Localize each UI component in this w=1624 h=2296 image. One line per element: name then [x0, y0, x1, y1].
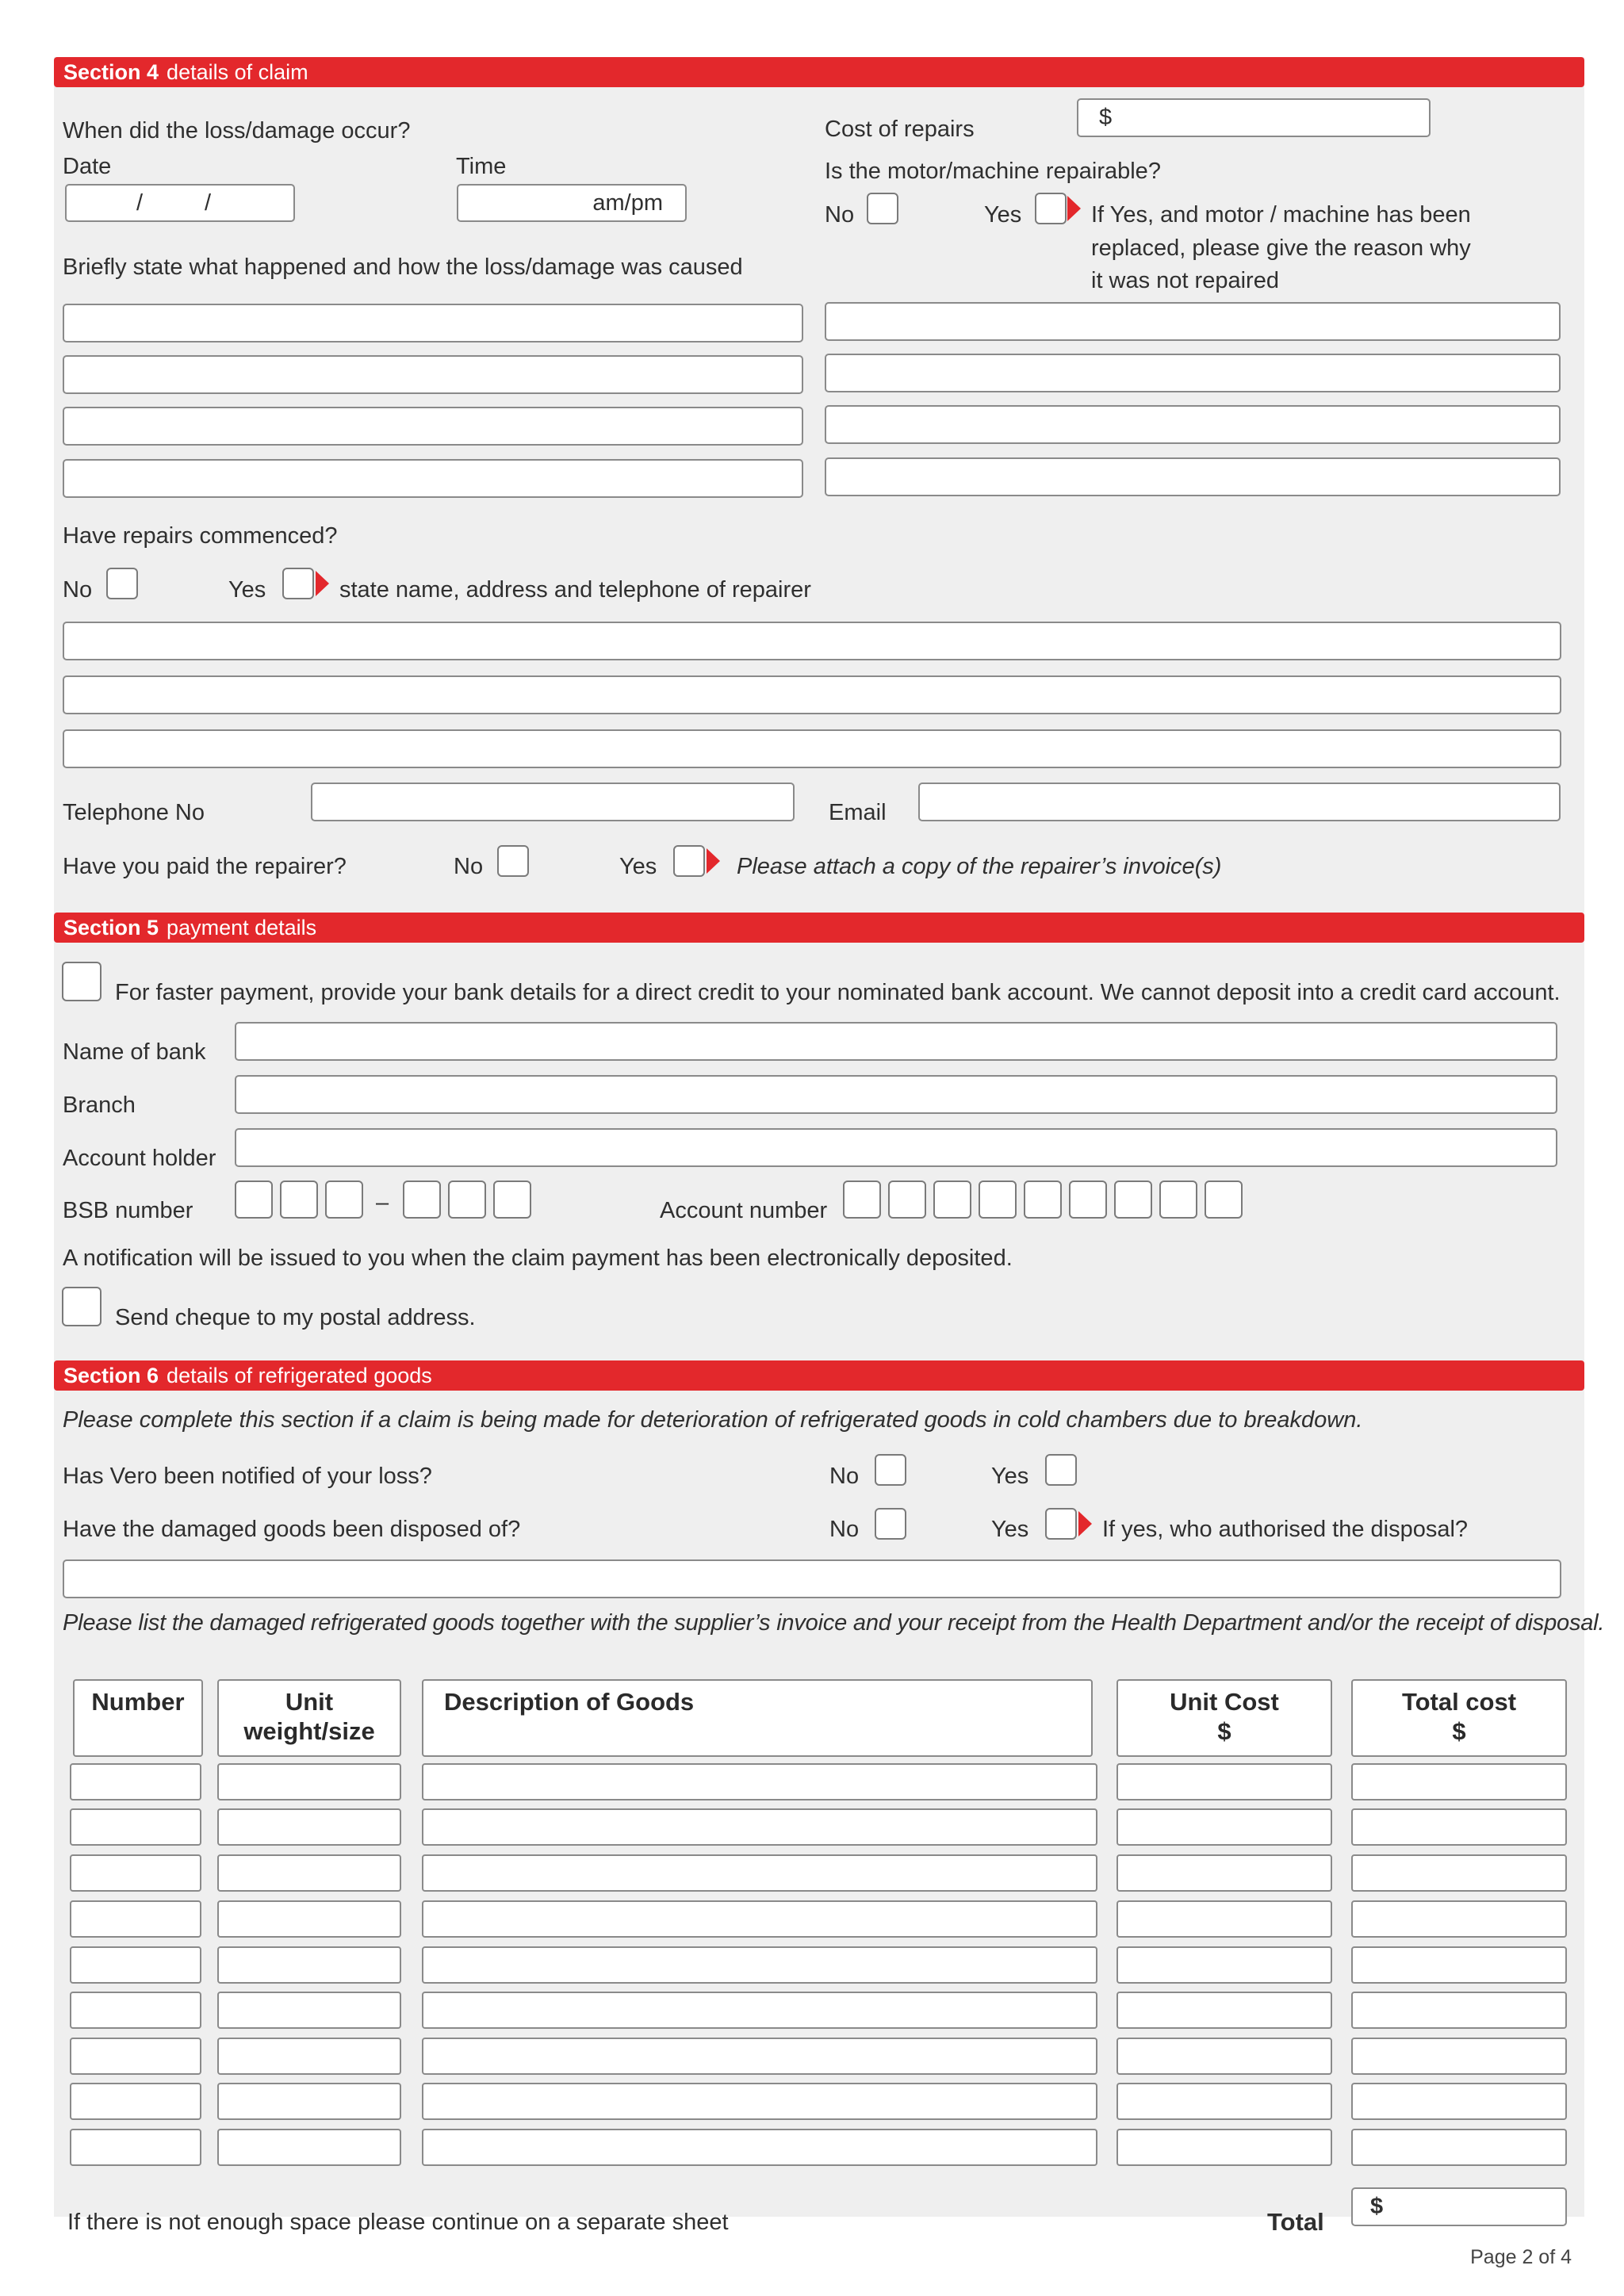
description-line-2[interactable] [63, 355, 803, 394]
notified-yes-checkbox[interactable] [1045, 1454, 1077, 1486]
reason-line-2[interactable] [825, 354, 1561, 392]
repairable-no-checkbox[interactable] [867, 193, 898, 224]
row-5-unit-cost[interactable] [1116, 1946, 1332, 1984]
repairs-yes-checkbox[interactable] [282, 568, 314, 599]
total-label: Total [1267, 2208, 1324, 2236]
invoice-note: Please attach a copy of the repairer’s invoice(s) [737, 854, 1222, 879]
row-3-total-cost[interactable] [1351, 1854, 1567, 1892]
email-label: Email [829, 800, 887, 825]
reason-line-1[interactable] [825, 302, 1561, 341]
bsb-digit-5[interactable] [448, 1181, 486, 1219]
notified-no-label: No [829, 1464, 860, 1489]
row-4-description[interactable] [422, 1900, 1097, 1938]
row-6-description[interactable] [422, 1992, 1097, 2029]
header-total-cost-line-2: $ [1452, 1717, 1466, 1745]
row-5-total-cost[interactable] [1351, 1946, 1567, 1984]
row-7-total-cost[interactable] [1351, 2038, 1567, 2075]
date-label: Date [63, 154, 112, 179]
section-4-title: details of claim [167, 60, 308, 84]
row-4-unit-cost[interactable] [1116, 1900, 1332, 1938]
row-4-unit[interactable] [217, 1900, 401, 1938]
repairable-question: Is the motor/machine repairable? [825, 159, 1161, 184]
row-7-number[interactable] [70, 2038, 201, 2075]
disposed-arrow-icon [1078, 1511, 1092, 1536]
row-7-unit[interactable] [217, 2038, 401, 2075]
row-6-unit-cost[interactable] [1116, 1992, 1332, 2029]
account-digit-6[interactable] [1069, 1181, 1107, 1219]
disposed-question: Have the damaged goods been disposed of? [63, 1517, 521, 1542]
repairs-yes-label: Yes [228, 577, 266, 603]
time-label: Time [456, 154, 507, 179]
row-2-number[interactable] [70, 1808, 201, 1846]
header-number-text: Number [91, 1688, 185, 1716]
row-6-unit[interactable] [217, 1992, 401, 2029]
replaced-note-3: it was not repaired [1091, 268, 1279, 293]
holder-input[interactable] [235, 1128, 1557, 1167]
row-3-number[interactable] [70, 1854, 201, 1892]
bsb-digit-1[interactable] [235, 1181, 273, 1219]
row-7-unit-cost[interactable] [1116, 2038, 1332, 2075]
section-5-header [54, 913, 1584, 943]
date-separator-1: / [136, 190, 144, 216]
header-description-text: Description of Goods [444, 1688, 695, 1716]
row-9-number[interactable] [70, 2129, 201, 2166]
date-separator-2: / [205, 190, 212, 216]
replaced-note-2: replaced, please give the reason why [1091, 235, 1471, 261]
repairer-line-1[interactable] [63, 622, 1561, 660]
description-line-4[interactable] [63, 459, 803, 498]
row-5-unit[interactable] [217, 1946, 401, 1984]
disposed-yes-checkbox[interactable] [1045, 1508, 1077, 1540]
repairs-question: Have repairs commenced? [63, 523, 338, 549]
authorised-question: If yes, who authorised the disposal? [1102, 1517, 1469, 1542]
account-digit-7[interactable] [1114, 1181, 1152, 1219]
header-unit-cost-line-1: Unit Cost [1170, 1688, 1279, 1716]
refrigerated-intro: Please complete this section if a claim is being made for deterioration of refrigerated goods in cold chambers due to breakdown. [63, 1407, 1363, 1433]
telephone-label: Telephone No [63, 800, 205, 825]
row-1-total-cost[interactable] [1351, 1763, 1567, 1800]
account-label: Account number [660, 1198, 828, 1223]
cheque-text: Send cheque to my postal address. [115, 1305, 476, 1330]
repairer-line-3[interactable] [63, 729, 1561, 768]
notification-text: A notification will be issued to you when the claim payment has been electronically deposited. [63, 1246, 1013, 1271]
paid-no-checkbox[interactable] [497, 845, 529, 877]
row-9-total-cost[interactable] [1351, 2129, 1567, 2166]
header-number [73, 1679, 203, 1757]
repairer-line-2[interactable] [63, 675, 1561, 714]
row-1-number[interactable] [70, 1763, 201, 1800]
row-3-unit[interactable] [217, 1854, 401, 1892]
row-9-description[interactable] [422, 2129, 1097, 2166]
paid-yes-checkbox[interactable] [673, 845, 705, 877]
branch-input[interactable] [235, 1075, 1557, 1114]
reason-line-4[interactable] [825, 457, 1561, 496]
account-digit-9[interactable] [1205, 1181, 1243, 1219]
row-3-unit-cost[interactable] [1116, 1854, 1332, 1892]
faster-payment-text: For faster payment, provide your bank details for a direct credit to your nominated bank account. We cannot deposit into a credit card account. [115, 980, 1561, 1005]
row-4-number[interactable] [70, 1900, 201, 1938]
holder-label: Account holder [63, 1146, 216, 1171]
notified-no-checkbox[interactable] [875, 1454, 906, 1486]
row-2-unit-cost[interactable] [1116, 1808, 1332, 1846]
paid-no-label: No [454, 854, 484, 879]
time-input[interactable] [457, 184, 687, 222]
page-number: Page 2 of 4 [1470, 2246, 1572, 2268]
row-4-total-cost[interactable] [1351, 1900, 1567, 1938]
bank-label: Name of bank [63, 1039, 206, 1065]
paid-yes-label: Yes [619, 854, 657, 879]
reason-line-3[interactable] [825, 405, 1561, 444]
bsb-digit-4[interactable] [403, 1181, 441, 1219]
space-note: If there is not enough space please continue on a separate sheet [67, 2210, 729, 2235]
account-digit-8[interactable] [1159, 1181, 1197, 1219]
header-unit-line-1: Unit [285, 1688, 334, 1716]
paid-arrow-icon [707, 848, 720, 874]
notified-yes-label: Yes [991, 1464, 1029, 1489]
time-suffix: am/pm [592, 190, 663, 216]
row-8-description[interactable] [422, 2083, 1097, 2120]
section-6-header [54, 1360, 1584, 1391]
account-digit-1[interactable] [843, 1181, 881, 1219]
section-6-title: details of refrigerated goods [167, 1364, 432, 1387]
paid-question: Have you paid the repairer? [63, 854, 347, 879]
bsb-label: BSB number [63, 1198, 193, 1223]
account-digit-4[interactable] [979, 1181, 1017, 1219]
total-currency: $ [1370, 2194, 1384, 2219]
account-digit-5[interactable] [1024, 1181, 1062, 1219]
repairable-yes-label: Yes [984, 202, 1022, 228]
row-1-unit[interactable] [217, 1763, 401, 1800]
section-5-number: Section 5 [63, 916, 159, 939]
section-4-header [54, 57, 1584, 87]
bsb-dash: – [376, 1190, 389, 1215]
bsb-digit-6[interactable] [493, 1181, 531, 1219]
authorised-input[interactable] [63, 1559, 1561, 1598]
repairable-yes-checkbox[interactable] [1035, 193, 1067, 224]
header-unit [217, 1679, 401, 1757]
row-8-unit[interactable] [217, 2083, 401, 2120]
repairs-arrow-icon [316, 571, 329, 596]
section-5-title: payment details [167, 916, 317, 939]
description-line-3[interactable] [63, 407, 803, 446]
date-input[interactable] [65, 184, 295, 222]
header-unit-cost [1116, 1679, 1332, 1757]
replaced-note-1: If Yes, and motor / machine has been [1091, 202, 1471, 228]
row-1-description[interactable] [422, 1763, 1097, 1800]
row-9-unit[interactable] [217, 2129, 401, 2166]
row-5-description[interactable] [422, 1946, 1097, 1984]
notified-question: Has Vero been notified of your loss? [63, 1464, 432, 1489]
row-7-description[interactable] [422, 2038, 1097, 2075]
bank-input[interactable] [235, 1022, 1557, 1061]
description-line-1[interactable] [63, 304, 803, 342]
bsb-digit-3[interactable] [325, 1181, 363, 1219]
cheque-checkbox[interactable] [62, 1287, 102, 1326]
repairer-note: state name, address and telephone of repairer [339, 577, 811, 603]
section-4-number: Section 4 [63, 60, 159, 84]
header-total-cost [1351, 1679, 1567, 1757]
repairs-no-label: No [63, 577, 93, 603]
row-3-description[interactable] [422, 1854, 1097, 1892]
row-5-number[interactable] [70, 1946, 201, 1984]
row-8-unit-cost[interactable] [1116, 2083, 1332, 2120]
branch-label: Branch [63, 1093, 136, 1118]
email-input[interactable] [918, 783, 1561, 821]
header-unit-line-2: weight/size [243, 1717, 375, 1745]
row-2-description[interactable] [422, 1808, 1097, 1846]
row-8-total-cost[interactable] [1351, 2083, 1567, 2120]
header-description [422, 1679, 1093, 1757]
row-8-number[interactable] [70, 2083, 201, 2120]
account-digit-3[interactable] [933, 1181, 971, 1219]
row-2-total-cost[interactable] [1351, 1808, 1567, 1846]
header-total-cost-line-1: Total cost [1401, 1688, 1517, 1716]
row-1-unit-cost[interactable] [1116, 1763, 1332, 1800]
total-input[interactable] [1351, 2187, 1567, 2226]
section-6-number: Section 6 [63, 1364, 159, 1387]
header-unit-cost-line-2: $ [1217, 1717, 1231, 1745]
telephone-input[interactable] [311, 783, 795, 821]
direct-credit-checkbox[interactable] [62, 962, 102, 1001]
bsb-digit-2[interactable] [280, 1181, 318, 1219]
loss-question: When did the loss/damage occur? [63, 118, 411, 144]
row-6-total-cost[interactable] [1351, 1992, 1567, 2029]
list-note: Please list the damaged refrigerated goods together with the supplier’s invoice and your receipt from the Health Department and/or the receipt of disposal. [63, 1610, 1605, 1636]
cost-input[interactable] [1077, 98, 1431, 137]
brief-label: Briefly state what happened and how the loss/damage was caused [63, 254, 743, 280]
disposed-yes-label: Yes [991, 1517, 1029, 1542]
account-digit-2[interactable] [888, 1181, 926, 1219]
row-6-number[interactable] [70, 1992, 201, 2029]
repairs-no-checkbox[interactable] [106, 568, 138, 599]
row-9-unit-cost[interactable] [1116, 2129, 1332, 2166]
cost-currency: $ [1099, 105, 1113, 130]
repairable-arrow-icon [1067, 196, 1081, 221]
disposed-no-label: No [829, 1517, 860, 1542]
disposed-no-checkbox[interactable] [875, 1508, 906, 1540]
cost-label: Cost of repairs [825, 117, 975, 142]
row-2-unit[interactable] [217, 1808, 401, 1846]
repairable-no-label: No [825, 202, 855, 228]
